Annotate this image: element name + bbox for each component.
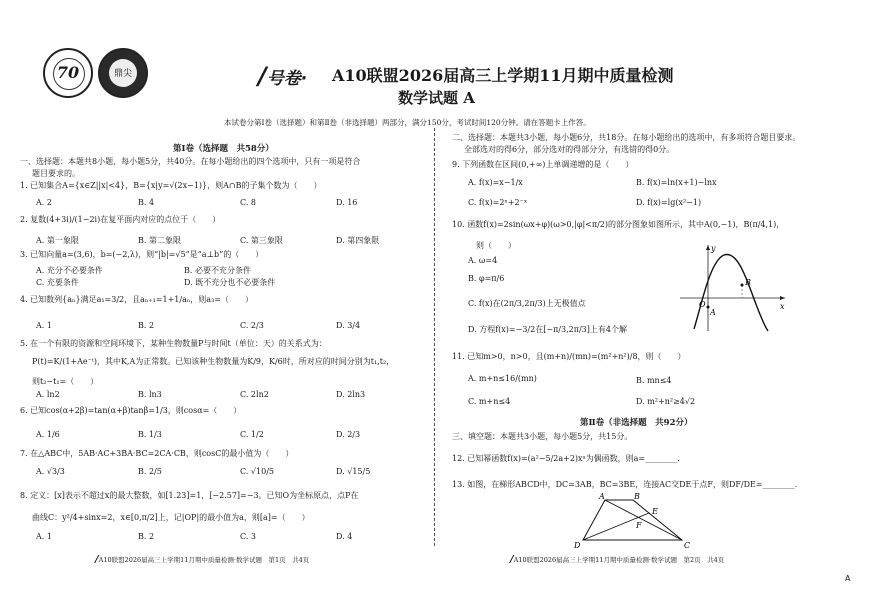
trapezoid-label-f: F — [636, 521, 642, 530]
part3-heading: 三、填空题：本题共3小题，每小题5分，共15分。 — [452, 432, 633, 441]
question-2: 2. 复数(4+3i)/(1−2i)在复平面内对应的点位于（ ） — [20, 215, 221, 224]
footer-page2 — [510, 554, 724, 565]
q8-option-b: B. 2 — [138, 532, 155, 541]
q5-option-c: C. 2ln2 — [240, 390, 269, 399]
question-1: 1. 已知集合A={x∈Z||x|<4}，B={x|y=√(2x−1)}，则A∩B的子集个数为（ ） — [20, 181, 322, 190]
question-10-line2: 则（ ） — [476, 241, 516, 250]
q5-option-b: B. ln3 — [138, 390, 162, 399]
q9-option-b: B. f(x)=ln(x+1)−lnx — [636, 178, 717, 187]
trapezoid-label-d: D — [574, 541, 581, 550]
q11-option-b: B. mn≤4 — [636, 376, 672, 385]
question-8-line1: 8. 定义：[x]表示不超过x的最大整数，如[1.23]=1，[−2.57]=−3。已知O为坐标原点，点P在 — [20, 491, 359, 500]
badge-logo-label: 鼎尖 — [113, 69, 132, 79]
q1-option-b: B. 4 — [138, 198, 155, 207]
q5-option-d: D. 2ln3 — [336, 390, 366, 399]
graph-x-label: x — [780, 302, 785, 311]
trapezoid-label-a: A — [599, 492, 605, 501]
school-logo — [43, 48, 93, 98]
page-title: A10联盟2026届高三上学期11月期中质量检测 — [332, 66, 674, 85]
badge-logo — [98, 48, 148, 98]
q4-option-c: C. 2/3 — [240, 321, 264, 330]
q1-option-d: D. 16 — [336, 198, 358, 207]
question-4: 4. 已知数列{aₙ}满足a₁=3/2，且aₙ₊₁=1+1/aₙ，则a₃=（ ） — [20, 295, 253, 304]
footer-page1-text: A10联盟2026届高三上学期11月期中质量检测·数学试题 第1页 共4页 — [98, 556, 310, 564]
q2-option-b: B. 第二象限 — [138, 236, 181, 245]
question-6: 6. 已知cos(α+2β)=tan(α+β)tanβ=1/3，则cosα=（ ） — [20, 406, 242, 415]
diagonal-ac — [605, 500, 682, 540]
q2-option-a: A. 第一象限 — [36, 236, 79, 245]
q4-option-a: A. 1 — [36, 321, 52, 330]
question-12: 12. 已知幂函数f(x)=(a²−5/2a+2)xᵃ为偶函数，则a=________. — [452, 454, 680, 463]
q11-option-a: A. m+n≤16/(mn) — [468, 374, 537, 383]
q6-option-a: A. 1/6 — [36, 430, 60, 439]
question-10-line1: 10. 函数f(x)=2sin(ωx+φ)(ω>0,|φ|<π/2)的部分图象如图所示，其中A(0,−1)，B(π/4,1)， — [452, 220, 785, 229]
q2-option-c: C. 第三象限 — [240, 236, 283, 245]
trapezoid-label-e: E — [652, 507, 658, 516]
sine-curve — [694, 254, 768, 331]
q3-option-c: C. 充要条件 — [36, 278, 79, 287]
trapezoid-figure — [570, 490, 700, 550]
q1-option-c: C. 8 — [240, 198, 257, 207]
q11-option-d: D. m²+n²≥4√2 — [636, 397, 696, 406]
q11-option-c: C. m+n≤4 — [468, 397, 511, 406]
part2-heading-cont: 全部选对的得6分，部分选对的得部分分，有选错的得0分。 — [464, 145, 675, 154]
question-8-line2: 曲线C：y²/4+sinx=2，x∈[0,π/2]上，记|OP|的最小值为a，则[a]=（ ） — [32, 513, 310, 522]
q8-option-c: C. 3 — [240, 532, 257, 541]
graph-y-arrow-icon — [706, 245, 710, 250]
q2-option-d: D. 第四象限 — [336, 236, 380, 245]
q9-option-a: A. f(x)=x−1/x — [468, 178, 523, 187]
brand-slash-icon: / — [258, 62, 267, 90]
point-b-marker — [741, 284, 744, 287]
q7-option-a: A. √3/3 — [36, 467, 65, 476]
q9-option-d: D. f(x)=lg(x²−1) — [636, 198, 702, 207]
footer-page2-text: A10联盟2026届高三上学期11月期中质量检测·数学试题 第2页 共4页 — [513, 556, 725, 564]
version-mark: A — [845, 574, 851, 583]
question-13: 13. 如图，在梯形ABCD中，DC=3AB，BC=3BE，连接AC交DE于点F，则DF/DE=________. — [452, 480, 798, 489]
footer-brand-icon: / — [95, 554, 99, 565]
q7-option-b: B. 2/5 — [138, 467, 162, 476]
q3-option-a: A. 充分不必要条件 — [36, 266, 103, 275]
q8-option-a: A. 1 — [36, 532, 52, 541]
part2-heading: 二、选择题：本题共3小题，每小题6分，共18分。在每小题给出的选项中，有多项符合题目要求。 — [452, 133, 801, 142]
q9-option-c: C. f(x)=2ˣ+2⁻ˣ — [468, 198, 528, 207]
question-5-line2: P(t)=K/(1+Ae⁻ᵗ)，其中K,A为正常数。已知该种生物数量为K/9，K/6时，所对应的时间分别为t₁,t₂， — [32, 357, 395, 366]
graph-point-b-label: B — [745, 278, 751, 287]
section2-title: 第Ⅱ卷（非选择题 共92分） — [580, 418, 693, 428]
question-11: 11. 已知m>0，n>0，且(m+n)/(mn)=(m²+n²)/8，则（ ） — [452, 352, 686, 361]
column-divider — [434, 128, 435, 546]
trapezoid-label-b: B — [634, 492, 640, 501]
q10-option-c: C. f(x)在(2π/3,2π/3)上无极值点 — [468, 299, 586, 308]
part1-heading-cont: 题目要求的。 — [32, 169, 80, 178]
q7-option-d: D. √15/5 — [336, 467, 371, 476]
q10-option-b: B. φ=π/6 — [468, 274, 505, 283]
q10-option-d: D. 方程f(x)=−3/2在[−π/3,2π/3]上有4个解 — [468, 325, 627, 334]
question-5-line1: 5. 在一个有限的资源和空间环境下，某种生物数量P与时间t（单位：天）的关系式为： — [20, 339, 327, 348]
section1-title: 第Ⅰ卷（选择题 共58分） — [173, 144, 274, 154]
exam-note: 本试卷分第Ⅰ卷（选择题）和第Ⅱ卷（非选择题）两部分，满分150分，考试时间120分钟。请在答题卡上作答。 — [224, 118, 591, 127]
question-5-line3: 则t₂−t₁=（ ） — [32, 377, 99, 386]
q4-option-b: B. 2 — [138, 321, 155, 330]
sine-graph-figure — [680, 243, 790, 333]
q6-option-d: D. 2/3 — [336, 430, 361, 439]
q6-option-c: C. 1/2 — [240, 430, 264, 439]
school-logo-number: 70 — [56, 63, 80, 82]
brand-text: 号卷· — [266, 69, 308, 89]
graph-x-arrow-icon — [780, 296, 785, 300]
part1-heading: 一、选择题：本题共8小题，每小题5分，共40分。在每小题给出的四个选项中，只有一项是符合 — [20, 157, 361, 166]
question-3: 3. 已知向量a=(3,6)，b=(−2,λ)，则“|b|=√5”是“a⊥b”的（ ） — [20, 250, 264, 259]
q6-option-b: B. 1/3 — [138, 430, 162, 439]
q8-option-d: D. 4 — [336, 532, 353, 541]
footer-brand-icon-2: / — [510, 554, 514, 565]
footer-page1 — [95, 554, 309, 565]
page-subtitle: 数学试题 A — [398, 89, 475, 107]
question-9: 9. 下列函数在区间(0,+∞)上单调递增的是（ ） — [452, 160, 634, 169]
q10-option-a: A. ω=4 — [468, 256, 498, 265]
trapezoid-label-c: C — [684, 541, 691, 550]
q7-option-c: C. √10/5 — [240, 467, 274, 476]
q4-option-d: D. 3/4 — [336, 321, 361, 330]
graph-y-label: y — [711, 244, 716, 253]
graph-point-a-label: A — [710, 308, 716, 317]
q5-option-a: A. ln2 — [36, 390, 60, 399]
q1-option-a: A. 2 — [36, 198, 52, 207]
graph-origin-label: O — [699, 300, 706, 309]
q3-option-b: B. 必要不充分条件 — [184, 266, 251, 275]
question-7: 7. 在△ABC中，5AB·AC+3BA·BC=2CA·CB，则cosC的最小值为（ ） — [20, 449, 294, 458]
brand-mark — [258, 62, 307, 90]
q3-option-d: D. 既不充分也不必要条件 — [184, 278, 276, 287]
